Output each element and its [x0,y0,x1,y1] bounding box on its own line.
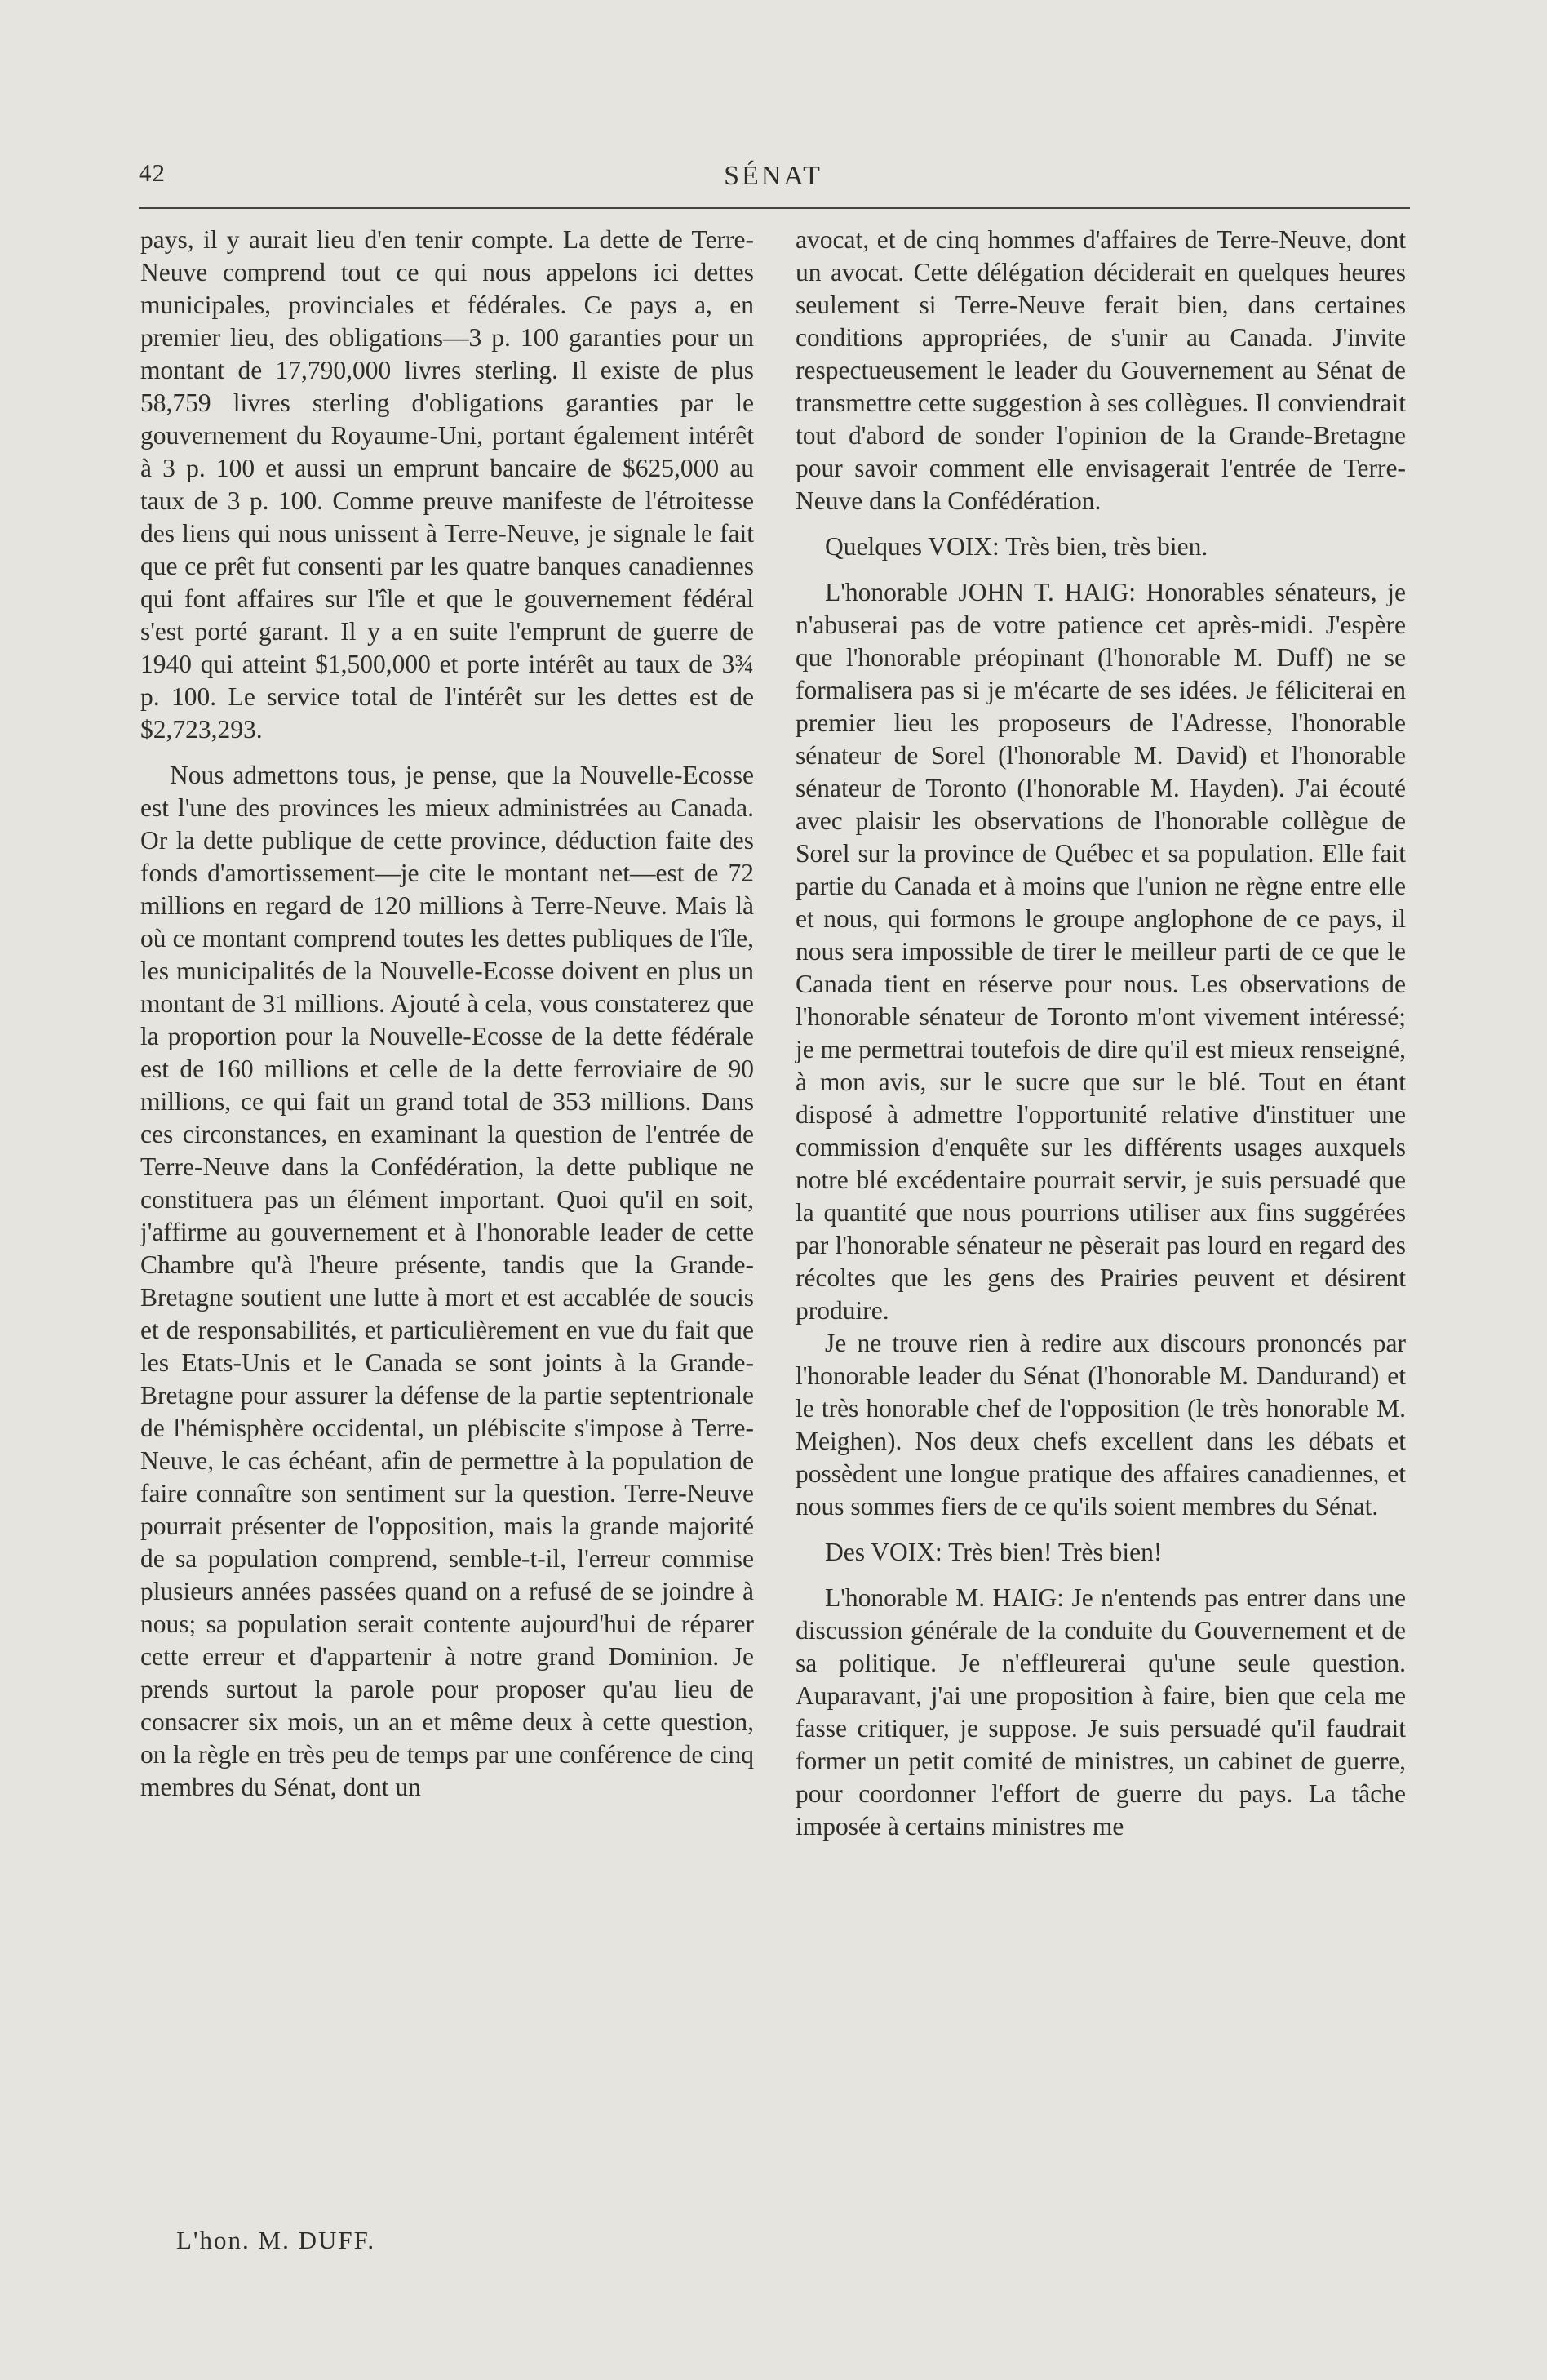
paragraph: L'honorable JOHN T. HAIG: Honorables sénateurs, je n'abuserai pas de votre patience cet après-midi. J'espère que l'honorable préopinant (l'honorable M. Duff) ne se formalisera pas si je m'écarte de ses idées. Je féliciterai en premier lieu les proposeurs de l'Adresse, l'honorable sénateur de Sorel (l'honorable M. David) et l'honorable sénateur de Toronto (l'honorable M. Hayden). J'ai écouté avec plaisir les observations de l'honorable collègue de Sorel sur la province de Québec et sa population. Elle fait partie du Canada et à moins que l'union ne règne entre elle et nous, qui formons le groupe anglophone de ce pays, il nous sera impossible de tirer le meilleur parti de ce que le Canada tient en réserve pour nous. Les observations de l'honorable sénateur de Toronto m'ont vivement intéressé; je me permettrai toutefois de dire qu'il est mieux renseigné, à mon avis, sur le sucre que sur le blé. Tout en étant disposé à admettre l'opportunité relative d'instituer une commission d'enquête sur les différents usages auxquels notre blé excédentaire pourrait servir, je suis persuadé que la quantité que nous pourrions utiliser aux fins suggérées par l'honorable sénateur ne pèserait pas lourd en regard des récoltes que les gens des Prairies peuvent et désirent produire. [796,578,1406,1325]
interjection: Des VOIX: Très bien! Très bien! [825,1538,1163,1566]
paragraph: avocat, et de cinq hommes d'affaires de Terre-Neuve, dont un avocat. Cette délégation déciderait en quelques heures seulement si Terre-Neuve ferait bien, dans certaines conditions appropriées, de s'unir au Canada. J'invite respectueusement le leader du Gouvernement au Sénat de transmettre cette suggestion à ses collègues. Il conviendrait tout d'abord de sonder l'opinion de la Grande-Bretagne pour savoir comment elle envisagerait l'entrée de Terre-Neuve dans la Confédération. [796,225,1406,515]
header-rule [139,207,1410,209]
left-column [140,224,754,1804]
paragraph: Je ne trouve rien à redire aux discours prononcés par l'honorable leader du Sénat (l'honorable M. Dandurand) et le très honorable chef de l'opposition (le très honorable M. Meighen). Nos deux chefs excellent dans les débats et possèdent une longue pratique des affaires canadiennes, et nous sommes fiers de ce qu'ils soient membres du Sénat. [796,1329,1406,1521]
page-header [139,157,1407,198]
page-number: 42 [139,158,166,187]
footer-running-note: L'hon. M. DUFF. [176,2226,376,2254]
paragraph: pays, il y aurait lieu d'en tenir compte. La dette de Terre-Neuve comprend tout ce qui nous appelons ici dettes municipales, provinciales et fédérales. Ce pays a, en premier lieu, des obligations—3 p. 100 garanties pour un montant de 17,790,000 livres sterling. Il existe de plus 58,759 livres sterling d'obligations garanties par le gouvernement du Royaume-Uni, portant également intérêt à 3 p. 100 et aussi un emprunt bancaire de $625,000 au taux de 3 p. 100. Comme preuve manifeste de l'étroitesse des liens qui nous unissent à Terre-Neuve, je signale le fait que ce prêt fut consenti par les quatre banques canadiennes qui font affaires sur l'île et que le gouvernement fédéral s'est porté garant. Il y a en suite l'emprunt de guerre de 1940 qui atteint $1,500,000 et porte intérêt au taux de 3¾ p. 100. Le service total de l'intérêt sur les dettes est de $2,723,293. [140,225,754,744]
paragraph: Nous admettons tous, je pense, que la Nouvelle-Ecosse est l'une des provinces les mieux administrées au Canada. Or la dette publique de cette province, déduction faite des fonds d'amortissement—je cite le montant net—est de 72 millions en regard de 120 millions à Terre-Neuve. Mais là où ce montant comprend toutes les dettes publiques de l'île, les municipalités de la Nouvelle-Ecosse doivent en plus un montant de 31 millions. Ajouté à cela, vous constaterez que la proportion pour la Nouvelle-Ecosse de la dette fédérale est de 160 millions et celle de la dette ferroviaire de 90 millions, ce qui fait un grand total de 353 millions. Dans ces circonstances, en examinant la question de l'entrée de Terre-Neuve dans la Confédération, la dette publique ne constituera pas un élément important. Quoi qu'il en soit, j'affirme au gouvernement et à l'honorable leader de cette Chambre qu'à l'heure présente, tandis que la Grande-Bretagne soutient une lutte à mort et est accablée de soucis et de responsabilités, et particulièrement en vue du fait que les Etats-Unis et le Canada se sont joints à la Grande-Bretagne pour assurer la défense de la partie septentrionale de l'hémisphère occidental, un plébiscite s'impose à Terre-Neuve, le cas échéant, afin de permettre à la population de faire connaître son sentiment sur la question. Terre-Neuve pourrait présenter de l'opposition, mais la grande majorité de sa population comprend, semble-t-il, l'erreur commise plusieurs années passées quand on a refusé de se joindre à nous; sa population serait contente aujourd'hui de réparer cette erreur et d'appartenir à notre grand Dominion. Je prends surtout la parole pour proposer qu'au lieu de consacrer six mois, un an et même deux à cette question, on la règle en très peu de temps par une conférence de cinq membres du Sénat, dont un [140,761,754,1801]
paragraph: L'honorable M. HAIG: Je n'entends pas entrer dans une discussion générale de la conduite du Gouvernement et de sa politique. Je n'effleurerai qu'une seule question. Auparavant, j'ai une proposition à faire, bien que cela me fasse critiquer, je suppose. Je suis persuadé qu'il faudrait former un petit comité de ministres, un cabinet de guerre, pour coordonner l'effort de guerre du pays. La tâche imposée à certains ministres me [796,1583,1406,1841]
interjection: Quelques VOIX: Très bien, très bien. [825,532,1208,561]
running-head: SÉNAT [724,161,822,191]
right-column [796,224,1406,1843]
